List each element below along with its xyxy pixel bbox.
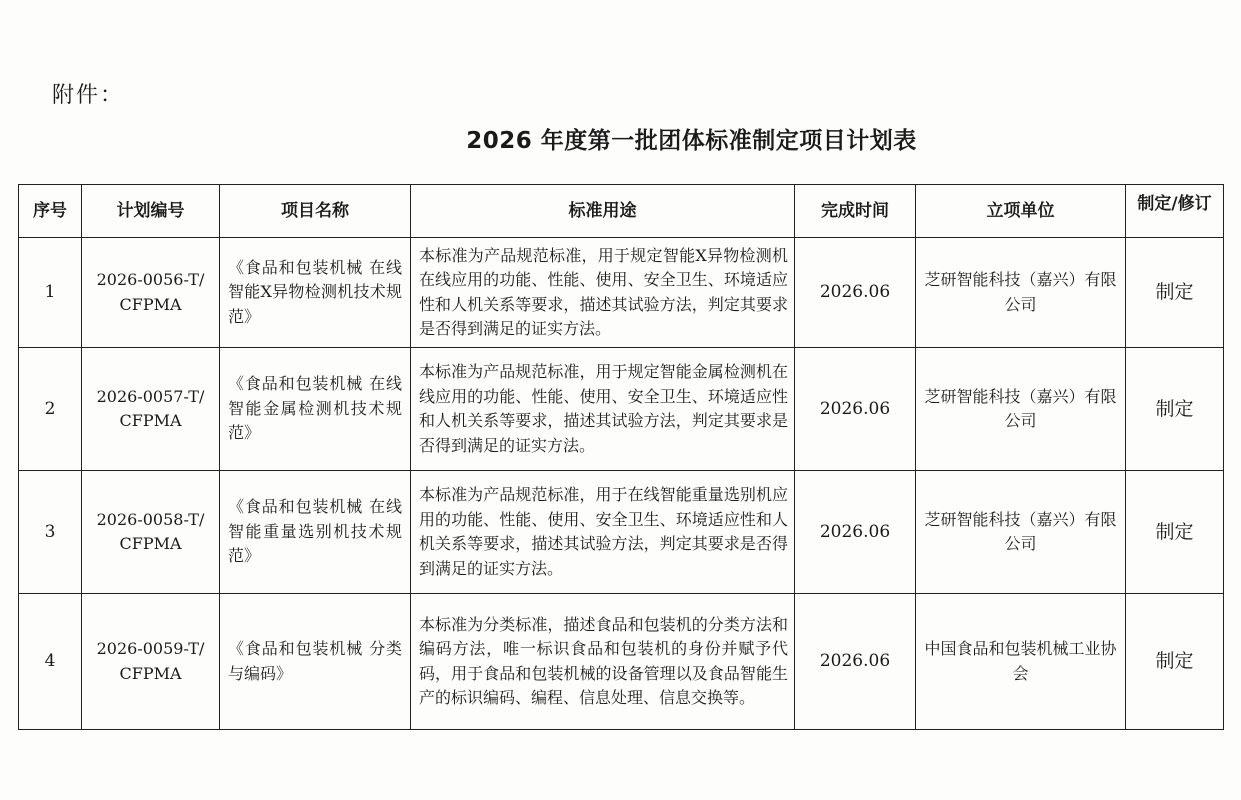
row-usage: 本标准为产品规范标准，用于规定智能X异物检测机在线应用的功能、性能、使用、安全卫生、环境适应性和人机关系等要求，描述其试验方法，判定其要求是否得到满足的证实方法。 [411, 238, 795, 348]
row-type: 制定 [1126, 238, 1224, 348]
plan-no-line1: 2026-0058-T/ [96, 509, 205, 529]
plan-no-line1: 2026-0057-T/ [96, 386, 205, 406]
table-header-row [19, 185, 1224, 238]
column-header-unit: 立项单位 [916, 185, 1126, 238]
plan-no-line2: CFPMA [119, 534, 182, 553]
row-index: 2 [19, 348, 82, 471]
row-unit: 中国食品和包装机械工业协会 [916, 594, 1126, 730]
table-row [19, 594, 1224, 730]
row-type: 制定 [1126, 471, 1224, 594]
column-header-name: 项目名称 [220, 185, 411, 238]
column-header-plan-no: 计划编号 [82, 185, 220, 238]
column-header-date: 完成时间 [795, 185, 916, 238]
plan-no-line1: 2026-0056-T/ [96, 270, 205, 289]
table-row [19, 471, 1224, 594]
row-index: 4 [19, 594, 82, 730]
row-date: 2026.06 [795, 594, 916, 730]
row-date: 2026.06 [795, 238, 916, 348]
row-unit: 芝研智能科技（嘉兴）有限公司 [916, 471, 1126, 594]
plan-table [18, 184, 1224, 730]
column-header-usage: 标准用途 [411, 185, 795, 238]
row-plan-no [82, 348, 220, 471]
plan-no-line2: CFPMA [119, 411, 182, 430]
document-title: 2026 年度第一批团体标准制定项目计划表 [466, 128, 917, 154]
table-row [19, 238, 1224, 348]
plan-no-line1: 2026-0059-T/ [96, 639, 205, 658]
row-usage: 本标准为产品规范标准，用于规定智能金属检测机在线应用的功能、性能、使用、安全卫生、环境适应性和人机关系等要求，描述其试验方法，判定其要求是否得到满足的证实方法。 [411, 348, 795, 471]
row-name: 《食品和包装机械 分类与编码》 [220, 594, 411, 730]
row-plan-no [82, 594, 220, 730]
row-name: 《食品和包装机械 在线智能X异物检测机技术规范》 [220, 238, 411, 348]
attachment-label: 附件： [52, 83, 125, 108]
plan-no-line2: CFPMA [119, 294, 182, 314]
row-date: 2026.06 [795, 471, 916, 594]
row-type: 制定 [1126, 594, 1224, 730]
row-usage: 本标准为产品规范标准，用于在线智能重量选别机应用的功能、性能、使用、安全卫生、环境适应性和人机关系等要求，描述其试验方法，判定其要求是否得到满足的证实方法。 [411, 471, 795, 594]
row-usage: 本标准为分类标准，描述食品和包装机的分类方法和编码方法，唯一标识食品和包装机的身份并赋予代码，用于食品和包装机械的设备管理以及食品智能生产的标识编码、编程、信息处理、信息交换等。 [411, 594, 795, 730]
row-plan-no [82, 471, 220, 594]
column-header-index: 序号 [19, 185, 82, 238]
row-unit: 芝研智能科技（嘉兴）有限公司 [916, 348, 1126, 471]
row-date: 2026.06 [795, 348, 916, 471]
row-plan-no [82, 238, 220, 348]
row-index: 1 [19, 238, 82, 348]
row-name: 《食品和包装机械 在线智能金属检测机技术规范》 [220, 348, 411, 471]
table-row [19, 348, 1224, 471]
row-index: 3 [19, 471, 82, 594]
column-header-type: 制定/修订 [1126, 185, 1224, 238]
row-unit: 芝研智能科技（嘉兴）有限公司 [916, 238, 1126, 348]
row-name: 《食品和包装机械 在线智能重量选别机技术规范》 [220, 471, 411, 594]
row-type: 制定 [1126, 348, 1224, 471]
plan-no-line2: CFPMA [119, 663, 182, 683]
